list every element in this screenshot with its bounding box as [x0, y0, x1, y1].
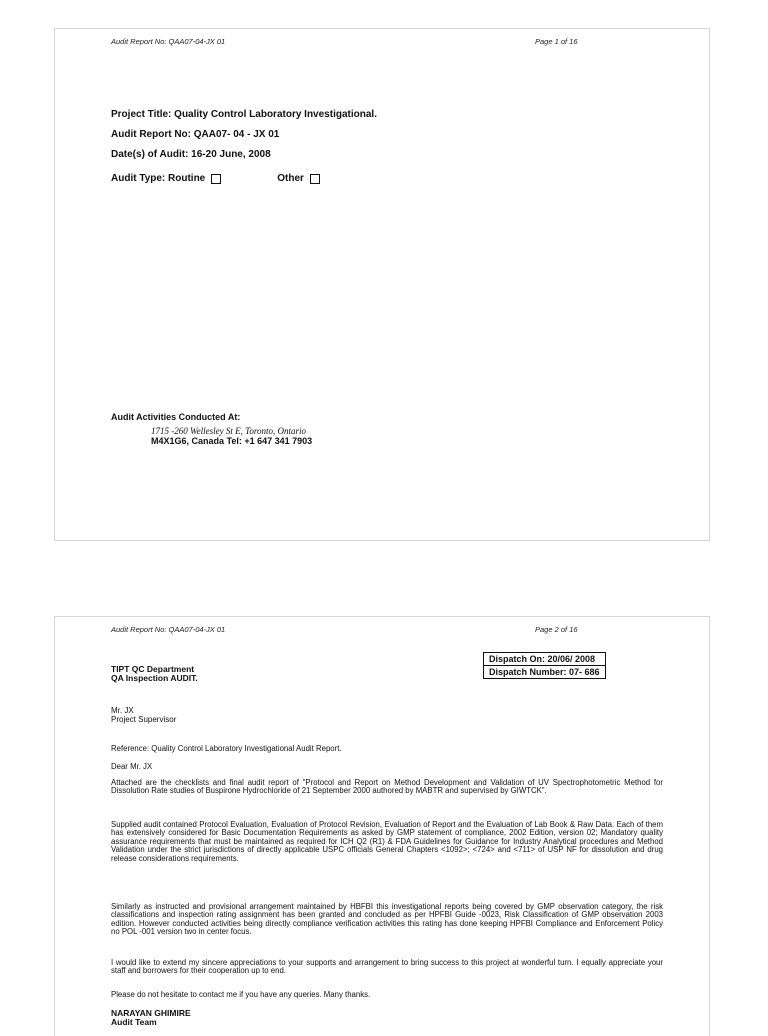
report-summary	[111, 105, 377, 189]
document-page-1	[54, 28, 710, 541]
dispatch-box	[483, 652, 606, 679]
page-header	[111, 37, 653, 46]
audit-type-label: Audit Type: Routine	[111, 173, 206, 184]
paragraph-1: Attached are the checklists and final audit report of "Protocol and Report on Method Development and Validation of UV Spectrophotometric Method for Dissolution Rate studies of Buspirone Hydrochloride of 21 September 2000 authored by MABTR and supervised by GIWTCK".	[111, 778, 663, 796]
other-label: Other	[277, 173, 304, 184]
signatory-team: Audit Team	[111, 1017, 157, 1027]
header-page-number: Page 1 of 16	[535, 37, 578, 46]
header-report-number: Audit Report No: QAA07-04-JX 01	[111, 625, 226, 634]
department-name: TIPT QC Department	[111, 664, 195, 674]
signature-block	[111, 1009, 191, 1027]
department-block	[111, 665, 198, 683]
addressee-name: Mr. JX	[111, 706, 134, 715]
paragraph-2: Supplied audit contained Protocol Evaluation, Evaluation of Protocol Revision, Evaluation of Report and the Evaluation of Lab Book & Raw Data. Each of them has extensively considered for Basic Documentation Requirements as asked by GMP statement of compliance, 2002 Edition, version 02; Mandatory quality assurance requirements that must be maintained as required for ICH Q2 (R1) & FDA Guidelines for Guidance for Industry Analytical procedures and Method Validation under the strict jurisdictions of directly applicable USPC officials General Chapters <1092>; <724> and <711> of USP NF for dissolution and drug release considerations requirements.	[111, 820, 663, 863]
routine-checkbox[interactable]	[211, 174, 221, 184]
paragraph-4: I would like to extend my sincere appreciations to your supports and arrangement to bring success to this project at wonderful turn. I equally appreciate your staff and borrowers for their cooperation up to end.	[111, 958, 663, 976]
audit-type-row	[111, 169, 377, 189]
signatory-name: NARAYAN GHIMIRE	[111, 1008, 191, 1018]
other-checkbox[interactable]	[310, 174, 320, 184]
other-option	[277, 169, 320, 189]
project-title: Project Title: Quality Control Laboratory Investigational.	[111, 109, 377, 120]
paragraph-5: Please do not hesitate to contact me if you have any queries. Many thanks.	[111, 990, 371, 999]
document-page-2	[54, 616, 710, 1036]
audit-dates: Date(s) of Audit: 16-20 June, 2008	[111, 149, 271, 160]
audit-report-number: Audit Report No: QAA07- 04 - JX 01	[111, 129, 280, 140]
addressee-block	[111, 706, 176, 724]
dispatch-number: Dispatch Number: 07- 686	[484, 665, 605, 678]
header-page-number: Page 2 of 16	[535, 625, 578, 634]
paragraph-3: Similarly as instructed and provisional arrangement maintained by HBFBI this investigational reports being covered by GMP observation category, the risk classifications and inspection rating assignment has been granted and concluded as per HPFBI Guide -0023, Risk Classification of GMP observation 2003 edition. However conducted activities being directly compliance verification activities this rating has done keeping HPFBI Compliance and Enforcement Policy no POL -001 version two in center focus.	[111, 902, 663, 937]
header-report-number: Audit Report No: QAA07-04-JX 01	[111, 37, 226, 46]
activities-label: Audit Activities Conducted At:	[111, 412, 241, 422]
salutation: Dear Mr. JX	[111, 762, 153, 771]
department-unit: QA Inspection AUDIT.	[111, 673, 198, 683]
address-line-2: M4X1G6, Canada Tel: +1 647 341 7903	[151, 436, 313, 446]
page-header	[111, 625, 653, 634]
reference-line: Reference: Quality Control Laboratory Investigational Audit Report.	[111, 744, 342, 753]
addressee-title: Project Supervisor	[111, 715, 177, 724]
dispatch-date: Dispatch On: 20/06/ 2008	[489, 654, 596, 664]
address-line-1: 1715 -260 Wellesley St E, Toronto, Ontario	[151, 426, 306, 436]
